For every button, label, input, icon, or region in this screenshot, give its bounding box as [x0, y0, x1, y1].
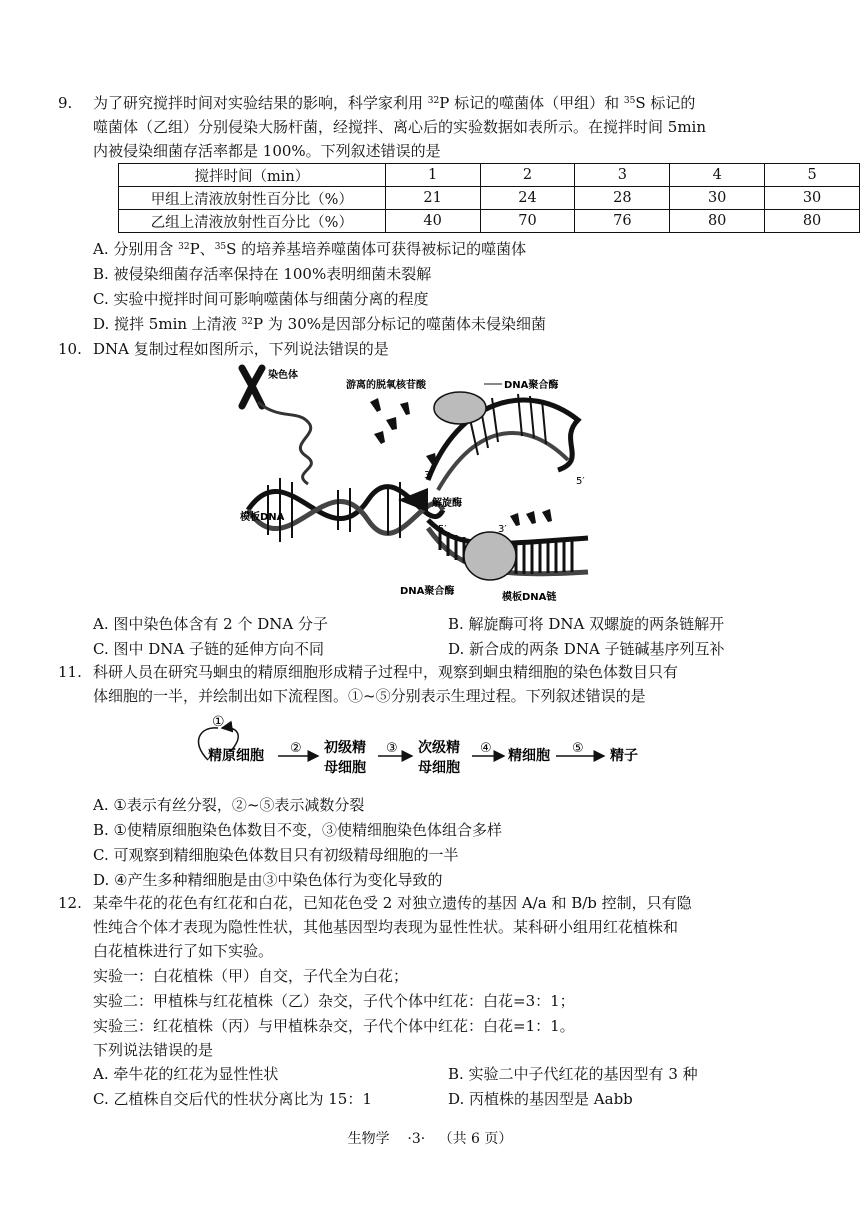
coiled-dna — [258, 402, 311, 484]
label-dna-polymerase-bottom: DNA聚合酶 — [400, 586, 455, 597]
table-cell: 28 — [575, 187, 670, 210]
table-cell: 80 — [670, 210, 765, 233]
table-cell: 5 — [765, 164, 860, 187]
flow-node-primary-b: 母细胞 — [324, 760, 366, 776]
flow-node-spermatogonium: 精原细胞 — [208, 748, 264, 764]
question-10-number: 10. — [58, 340, 82, 358]
table-cell: 70 — [480, 210, 575, 233]
question-12-ask: 下列说法错误的是 — [93, 1041, 214, 1059]
free-nucleotide-icons-lower — [510, 509, 552, 526]
question-12-stem-line-2: 性纯合个体才表现为隐性性状，其他基因型均表现为显性性状。某科研小组用红花植株和 — [93, 918, 679, 936]
page-footer — [0, 1128, 860, 1148]
flow-step-2-label: ② — [290, 741, 302, 756]
stem-text: P 标记的噬菌体（甲组）和 — [439, 94, 624, 112]
question-9-stem-line-1 — [93, 93, 695, 113]
table-cell: 76 — [575, 210, 670, 233]
flow-step-4-label: ④ — [480, 741, 492, 756]
dna-replication-figure — [228, 360, 598, 605]
label-template-strand: 模板DNA链 — [502, 592, 557, 603]
question-12-option-d: D. 丙植株的基因型是 Aabb — [448, 1090, 633, 1108]
label-free-nucleotides: 游离的脱氧核苷酸 — [346, 380, 426, 391]
question-11-option-d: D. ④产生多种精细胞是由③中染色体行为变化导致的 — [93, 871, 443, 889]
flow-node-primary-a: 初级精 — [324, 740, 366, 756]
spermatogenesis-flowchart — [190, 712, 660, 786]
superscript: 32 — [427, 96, 440, 106]
option-text: A. 分别用含 — [93, 240, 179, 258]
flow-node-secondary-a: 次级精 — [418, 740, 460, 756]
table-cell: 40 — [385, 210, 480, 233]
stem-text: S 标记的 — [635, 94, 696, 112]
option-text: S 的培养基培养噬菌体可获得被标记的噬菌体 — [226, 240, 527, 258]
question-12-stem-line-1: 某牵牛花的花色有红花和白花，已知花色受 2 对独立遗传的基因 A/a 和 B/b 控制，只有隐 — [93, 894, 692, 912]
question-10-option-d: D. 新合成的两条 DNA 子链碱基序列互补 — [448, 640, 725, 658]
question-9-option-d — [93, 314, 546, 334]
superscript: 35 — [214, 242, 227, 252]
table-cell: 1 — [385, 164, 480, 187]
dna-polymerase-bottom-icon — [464, 532, 516, 580]
question-12-experiment-3: 实验三：红花植株（丙）与甲植株杂交，子代个体中红花：白花=1：1。 — [93, 1017, 575, 1035]
question-12-option-a: A. 牵牛花的红花为显性性状 — [93, 1065, 279, 1083]
flow-node-secondary-b: 母细胞 — [418, 760, 460, 776]
option-text: P、 — [189, 240, 215, 258]
table-cell: 21 — [385, 187, 480, 210]
question-10-option-c: C. 图中 DNA 子链的延伸方向不同 — [93, 640, 324, 658]
superscript: 35 — [623, 96, 636, 106]
table-cell: 30 — [670, 187, 765, 210]
chromosome-icon — [242, 368, 262, 406]
stem-text: 为了研究搅拌时间对实验结果的影响，科学家利用 — [93, 94, 428, 112]
question-11-number: 11. — [58, 663, 82, 681]
table-cell: 4 — [670, 164, 765, 187]
question-10-option-a: A. 图中染色体含有 2 个 DNA 分子 — [93, 615, 328, 633]
question-12-number: 12. — [58, 894, 82, 912]
question-11-option-a: A. ①表示有丝分裂，②~⑤表示减数分裂 — [93, 796, 365, 814]
question-9-stem-line-3: 内被侵染细菌存活率都是 100%。下列叙述错误的是 — [93, 142, 441, 160]
question-12-option-c: C. 乙植株自交后代的性状分离比为 15：1 — [93, 1090, 372, 1108]
table-cell: 2 — [480, 164, 575, 187]
table-cell: 3 — [575, 164, 670, 187]
question-9-stem-line-2: 噬菌体（乙组）分别侵染大肠杆菌，经搅拌、离心后的实验数据如表所示。在搅拌时间 5min — [93, 118, 706, 136]
question-10-stem: DNA 复制过程如图所示，下列说法错误的是 — [93, 340, 389, 358]
footer-page-number: ·3· — [407, 1131, 426, 1147]
question-12-stem-line-3: 白花植株进行了如下实验。 — [93, 942, 274, 960]
label-3-prime-top: 3′ — [424, 470, 433, 481]
flow-step-5-label: ⑤ — [572, 741, 584, 756]
table-row — [119, 210, 860, 233]
table-header-row — [119, 164, 860, 187]
question-12-option-b: B. 实验二中子代红花的基因型有 3 种 — [448, 1065, 698, 1083]
question-11-stem-line-2: 体细胞的一半，并绘制出如下流程图。①~⑤分别表示生理过程。下列叙述错误的是 — [93, 687, 646, 705]
free-nucleotide-icons — [370, 398, 437, 466]
question-9-option-a — [93, 239, 526, 259]
flow-step-3-label: ③ — [386, 741, 398, 756]
parental-helix — [248, 478, 443, 542]
question-12-experiment-1: 实验一：白花植株（甲）自交，子代全为白花； — [93, 967, 409, 985]
table-cell: 甲组上清液放射性百分比（%） — [119, 187, 386, 210]
table-cell: 乙组上清液放射性百分比（%） — [119, 210, 386, 233]
label-dna-polymerase-top: DNA聚合酶 — [504, 380, 559, 391]
table-row — [119, 187, 860, 210]
table-cell: 30 — [765, 187, 860, 210]
table-cell: 24 — [480, 187, 575, 210]
stirring-data-table — [118, 163, 860, 233]
question-9-number: 9. — [58, 94, 73, 112]
superscript: 32 — [178, 242, 190, 252]
table-cell: 搅拌时间（min） — [119, 164, 386, 187]
label-template-dna: 模板DNA — [240, 512, 285, 523]
question-11-option-c: C. 可观察到精细胞染色体数目只有初级精母细胞的一半 — [93, 846, 459, 864]
option-text: P 为 30%是因部分标记的噬菌体未侵染细菌 — [253, 315, 546, 333]
option-text: D. 搅拌 5min 上清液 — [93, 315, 242, 333]
question-10-option-b: B. 解旋酶可将 DNA 双螺旋的两条链解开 — [448, 615, 725, 633]
question-11-option-b: B. ①使精原细胞染色体数目不变，③使精细胞染色体组合多样 — [93, 821, 503, 839]
footer-total-pages: （共 6 页） — [438, 1131, 513, 1147]
label-helicase: 解旋酶 — [432, 498, 462, 509]
flow-node-spermatid: 精细胞 — [508, 748, 550, 764]
footer-subject: 生物学 — [347, 1131, 390, 1147]
superscript: 32 — [241, 317, 254, 327]
label-3-prime-mid: 3′ — [498, 524, 507, 535]
question-9-option-c: C. 实验中搅拌时间可影响噬菌体与细菌分离的程度 — [93, 290, 429, 308]
question-11-stem-line-1: 科研人员在研究马蛔虫的精原细胞形成精子过程中，观察到蛔虫精细胞的染色体数目只有 — [93, 663, 679, 681]
flow-step-1-label: ① — [212, 714, 225, 730]
dna-polymerase-top-icon — [434, 392, 486, 424]
table-cell: 80 — [765, 210, 860, 233]
question-12-experiment-2: 实验二：甲植株与红花植株（乙）杂交，子代个体中红花：白花=3：1； — [93, 992, 575, 1010]
label-5-prime-mid: 5′ — [438, 524, 447, 535]
label-chromosome: 染色体 — [268, 370, 298, 381]
question-9-option-b: B. 被侵染细菌存活率保持在 100%表明细菌未裂解 — [93, 265, 432, 283]
label-5-prime-top: 5′ — [576, 476, 585, 487]
flow-node-sperm: 精子 — [610, 748, 638, 764]
